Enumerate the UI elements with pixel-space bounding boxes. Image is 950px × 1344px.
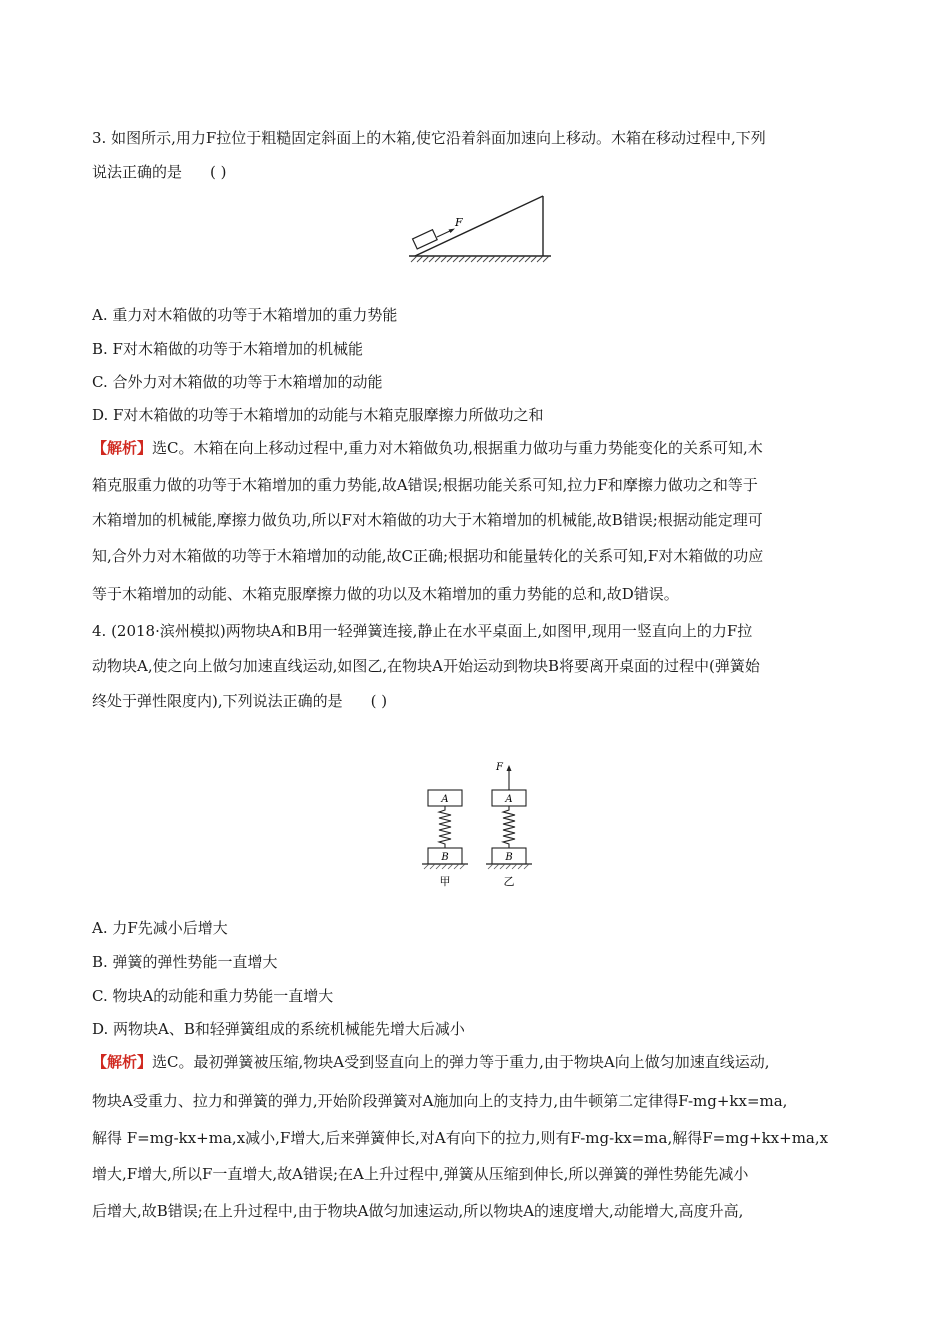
caption-jia: 甲 <box>439 875 451 888</box>
svg-text:B: B <box>505 852 513 863</box>
q4-analysis-line-4: 增大,F增大,所以F一直增大,故A错误;在A上升过程中,弹簧从压缩到伸长,所以弹簧的弹性势能先减小 <box>92 1165 749 1183</box>
force-label: F <box>455 216 463 229</box>
q3-analysis-line-3: 木箱增加的机械能,摩擦力做负功,所以F对木箱做的功大于木箱增加的机械能,故B错误;根据动能定理可 <box>92 511 763 529</box>
q4-analysis-line-2: 物块A受重力、拉力和弹簧的弹力,开始阶段弹簧对A施加向上的支持力,由牛顿第二定律得F-mg+kx=ma, <box>92 1092 788 1110</box>
q3-stem-line-1: 3. 如图所示,用力F拉位于粗糙固定斜面上的木箱,使它沿着斜面加速向上移动。木箱在移动过程中,下列 <box>92 129 766 147</box>
q3-stem-line-2 <box>92 162 227 182</box>
q4-stem-line-3: 终处于弹性限度内),下列说法正确的是 ( ) <box>92 692 388 710</box>
q3-analysis-line-1: 【解析】选C。木箱在向上移动过程中,重力对木箱做负功,根据重力做功与重力势能变化的关系可知,木 <box>92 439 763 457</box>
svg-text:B: B <box>441 852 449 863</box>
analysis-tag: 【解析】 <box>92 439 153 457</box>
incline-figure <box>405 190 555 265</box>
q4-analysis-line-5: 后增大,故B错误;在上升过程中,由于物块A做匀加速运动,所以物块A的速度增大,动能增大,高度升高, <box>92 1202 744 1220</box>
q4-analysis-line-3: 解得 F=mg-kx+ma,x减小,F增大,后来弹簧伸长,对A有向下的拉力,则有F-mg-kx=ma,解得F=mg+kx+ma,x <box>92 1129 829 1147</box>
q4-stem-line-1: 4. (2018·滨州模拟)两物块A和B用一轻弹簧连接,静止在水平桌面上,如图甲,现用一竖直向上的力F拉 <box>92 622 753 640</box>
q3-option-a: A. 重力对木箱做的功等于木箱增加的重力势能 <box>92 306 398 324</box>
incline-slope <box>415 196 543 256</box>
spring-left <box>439 806 451 848</box>
spring-right <box>503 806 515 848</box>
q4-stem-line-2: 动物块A,使之向上做匀加速直线运动,如图乙,在物块A开始运动到物块B将要离开桌面的过程中(弹簧始 <box>92 657 760 675</box>
svg-text:A: A <box>441 794 449 805</box>
force-label-f: F <box>496 762 503 773</box>
q4-option-d: D. 两物块A、B和轻弹簧组成的系统机械能先增大后减小 <box>92 1020 465 1038</box>
caption-yi: 乙 <box>503 875 515 888</box>
q4-analysis-line-1: 【解析】选C。最初弹簧被压缩,物块A受到竖直向上的弹力等于重力,由于物块A向上做匀加速直线运动, <box>92 1053 770 1071</box>
q3-option-b: B. F对木箱做的功等于木箱增加的机械能 <box>92 340 363 358</box>
q3-option-c: C. 合外力对木箱做的功等于木箱增加的动能 <box>92 373 383 391</box>
wooden-box <box>413 230 438 249</box>
answer-parentheses: ( ) <box>210 163 227 181</box>
answer-parentheses: ( ) <box>370 692 388 710</box>
q4-option-b: B. 弹簧的弹性势能一直增大 <box>92 953 278 971</box>
svg-text:A: A <box>505 794 513 805</box>
q3-analysis-line-5: 等于木箱增加的动能、木箱克服摩擦力做的功以及木箱增加的重力势能的总和,故D错误。 <box>92 585 679 603</box>
q3-stem-text: 说法正确的是 <box>92 163 183 181</box>
q3-analysis-line-4: 知,合外力对木箱做的功等于木箱增加的动能,故C正确;根据功和能量转化的关系可知,F对木箱做的功应 <box>92 547 764 565</box>
q4-option-a: A. 力F先减小后增大 <box>92 919 228 937</box>
spring-blocks-figure <box>420 758 545 890</box>
q3-option-d: D. F对木箱做的功等于木箱增加的动能与木箱克服摩擦力所做功之和 <box>92 406 544 424</box>
q3-analysis-line-2: 箱克服重力做的功等于木箱增加的重力势能,故A错误;根据功能关系可知,拉力F和摩擦力做功之和等于 <box>92 476 758 494</box>
analysis-tag: 【解析】 <box>92 1053 153 1071</box>
q4-option-c: C. 物块A的动能和重力势能一直增大 <box>92 987 334 1005</box>
